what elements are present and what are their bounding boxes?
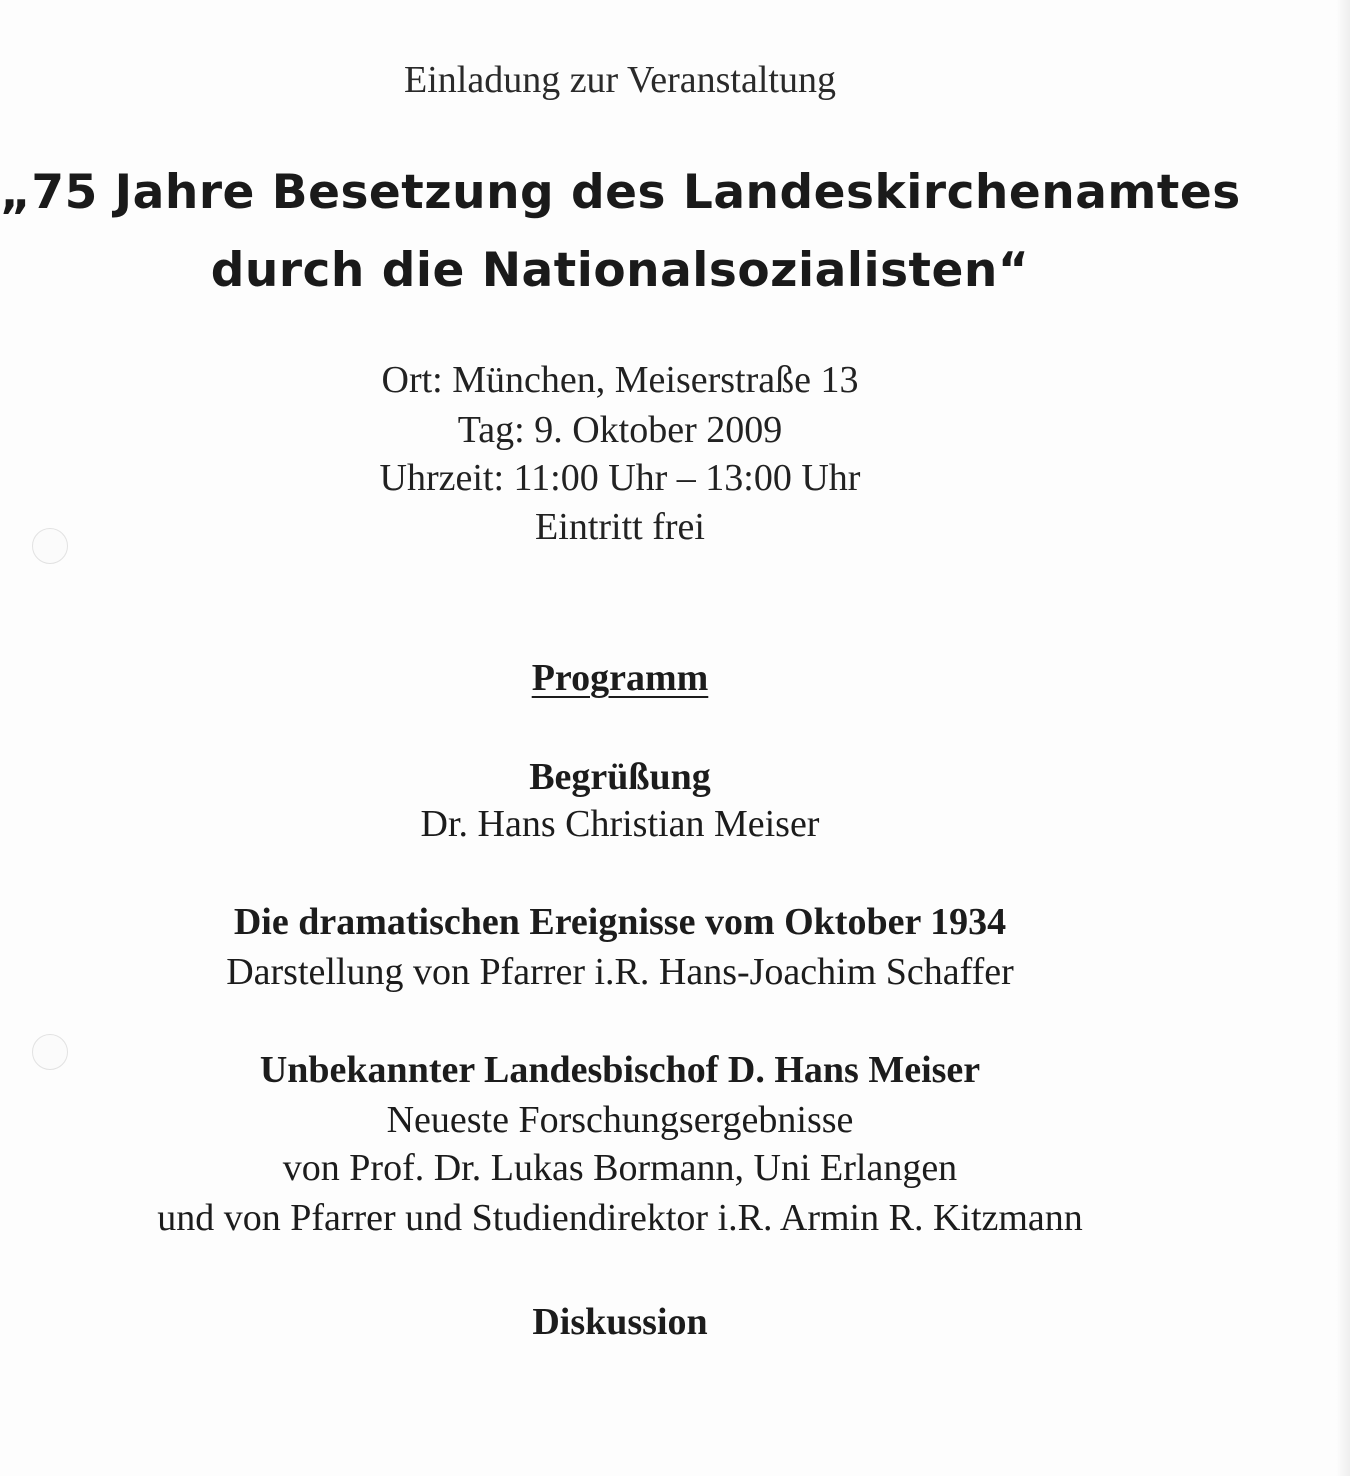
program-item-line: Dr. Hans Christian Meiser xyxy=(420,803,820,845)
program-item-line: und von Pfarrer und Studiendirektor i.R. Armin R. Kitzmann xyxy=(157,1197,1083,1239)
event-date: Tag: 9. Oktober 2009 xyxy=(457,409,783,451)
event-location: Ort: München, Meiserstraße 13 xyxy=(381,359,859,401)
program-item-title: Die dramatischen Ereignisse vom Oktober 1934 xyxy=(233,901,1007,943)
program-item-title: Begrüßung xyxy=(529,756,711,798)
invitation-intro: Einladung zur Veranstaltung xyxy=(404,59,836,101)
program-item-line: Darstellung von Pfarrer i.R. Hans-Joachim Schaffer xyxy=(226,951,1014,993)
program-heading: Programm xyxy=(531,657,709,699)
program-item-line: von Prof. Dr. Lukas Bormann, Uni Erlangen xyxy=(282,1147,958,1189)
program-item-title: Diskussion xyxy=(532,1301,708,1343)
scan-edge-shadow xyxy=(1336,0,1350,1476)
event-admission: Eintritt frei xyxy=(535,506,705,548)
event-time: Uhrzeit: 11:00 Uhr – 13:00 Uhr xyxy=(379,457,861,499)
event-title-line-1: „75 Jahre Besetzung des Landeskirchenamtes xyxy=(0,165,1241,220)
program-item-title: Unbekannter Landesbischof D. Hans Meiser xyxy=(259,1049,981,1091)
program-item-line: Neueste Forschungsergebnisse xyxy=(386,1099,854,1141)
event-title-line-2: durch die Nationalsozialisten“ xyxy=(210,243,1030,298)
